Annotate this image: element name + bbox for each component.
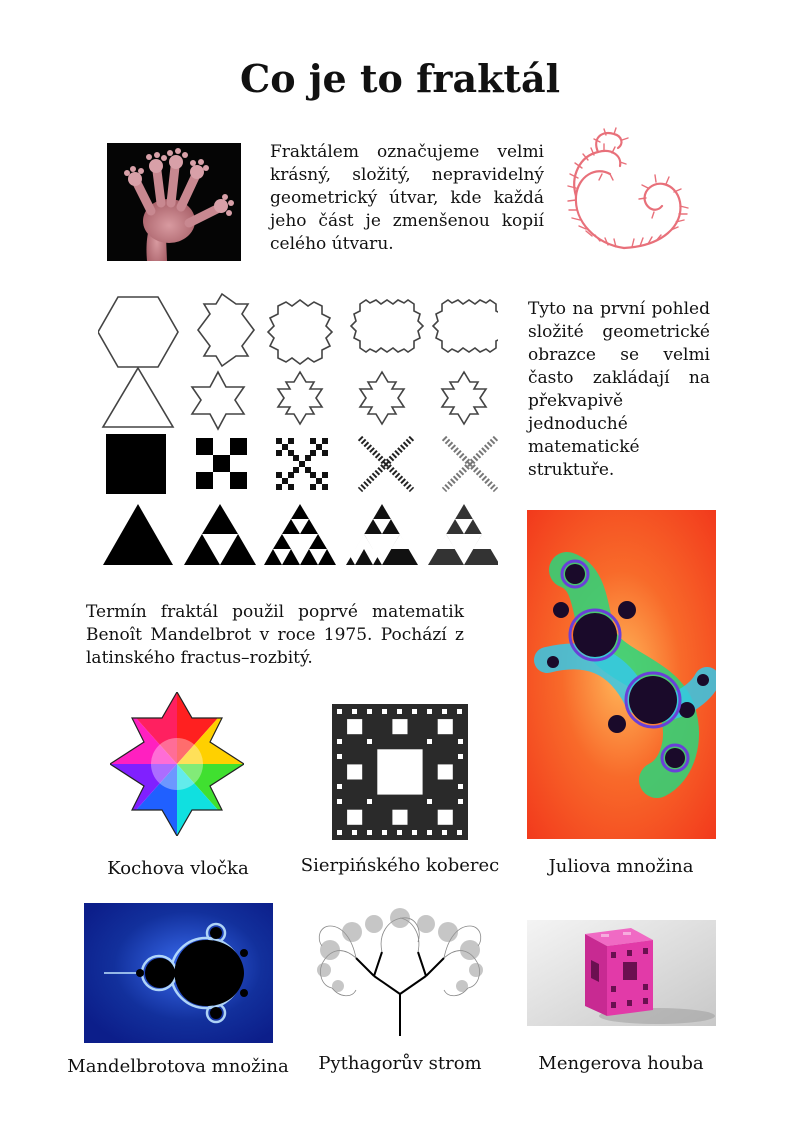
koch-caption: Kochova vločka bbox=[107, 858, 249, 879]
fern-fractal-image bbox=[562, 126, 692, 254]
menger-caption: Mengerova houba bbox=[538, 1053, 704, 1074]
mandelbrot-set-image bbox=[84, 903, 273, 1043]
page-title: Co je to fraktál bbox=[239, 56, 561, 101]
tree-caption: Pythagorův strom bbox=[318, 1053, 482, 1074]
koch-snowflake-image bbox=[110, 692, 244, 836]
fractal-hand-image bbox=[107, 143, 241, 261]
carpet-caption: Sierpińského koberec bbox=[300, 855, 500, 876]
julia-caption: Juliova množina bbox=[548, 856, 694, 877]
sierpinski-carpet-image bbox=[332, 704, 468, 840]
menger-sponge-image bbox=[527, 920, 716, 1026]
structures-paragraph: Tyto na první pohled složité geometrické obrazce se velmi často zakládají na překvapivě jednoduché matematické struktuře. bbox=[528, 299, 710, 480]
history-paragraph: Termín fraktál použil poprvé matematik Benoît Mandelbrot v roce 1975. Pochází z latinského fractus–rozbitý. bbox=[86, 602, 464, 668]
fractal-iteration-grid bbox=[98, 292, 498, 572]
pythagoras-tree-image bbox=[312, 902, 488, 1036]
julia-set-image bbox=[527, 510, 716, 839]
mandelbrot-caption: Mandelbrotova množina bbox=[67, 1056, 289, 1077]
intro-paragraph: Fraktálem označujeme velmi krásný, složitý, nepravidelný geometrický útvar, kde každá jeho část je zmenšenou kopií celého útvaru. bbox=[270, 142, 544, 254]
